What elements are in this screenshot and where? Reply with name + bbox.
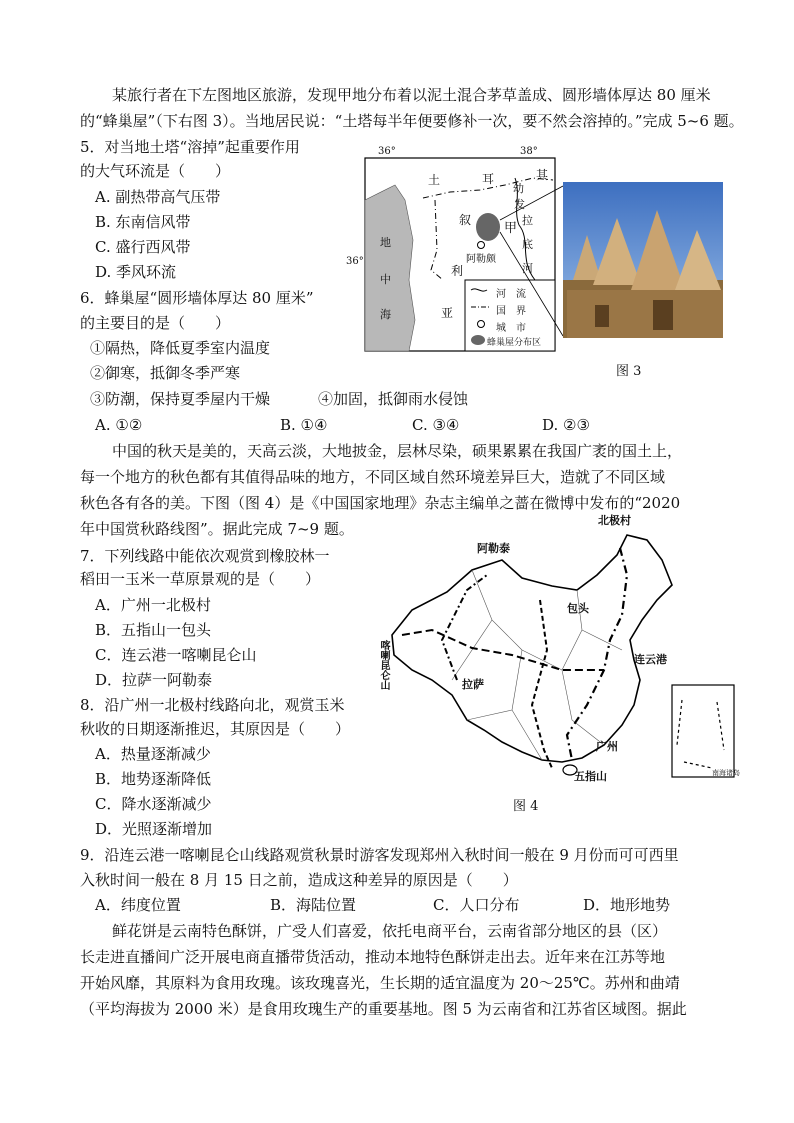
map-label-jia: 甲 [504,221,518,236]
latitude-label-36: 36° [346,256,364,267]
q6-choice-1: ①隔热，降低夏季室内温度 [90,339,271,357]
q7-option-c: C．连云港一喀喇昆仑山 [95,646,257,664]
q7-option-b: B．五指山一包头 [95,621,212,639]
map-label-ya: 亚 [441,306,454,320]
south-china-sea-inset [672,685,734,777]
map-label-sea-2: 中 [380,273,391,286]
figure-4-caption: 图 4 [513,799,539,814]
q9-stem: 9．沿连云港一喀喇昆仑山线路观赏秋景时游客发现郑州入秋时间一般在 9 月份而可可西里 [80,846,679,864]
map-label-baotou: 包头 [567,602,589,615]
para3-line-1: 鲜花饼是云南特色酥饼，广受人们喜爱，依托电商平台，云南省部分地区的县（区） [112,922,668,940]
map-label-aletai: 阿勒泰 [477,542,510,555]
q6-choice-4: ④加固，抵御雨水侵蚀 [318,390,469,408]
q7-option-a: A．广州一北极村 [95,596,211,614]
q9-option-c: C．人口分布 [433,896,520,914]
intro-line-2: 的“蜂巢屋”（下右图 3）。当地居民说：“土塔每半年便要修补一次，要不然会溶掉的。”完成 5~6 题。 [80,112,744,130]
q7-stem: 7．下列线路中能依次观赏到橡胶林一 [80,547,330,565]
map-label-you: 幼 [513,182,524,195]
para2-line-2: 每一个地方的秋色都有其值得品味的地方，不同区域自然环境差异巨大，造就了不同区域 [80,468,666,486]
para2-line-1: 中国的秋天是美的，天高云淡，大地披金，层林尽染，硕果累累在我国广袤的国土上， [112,442,683,460]
map-label-xu: 叙 [459,213,472,227]
figure-4-china-map [372,530,742,790]
map-label-beijicun: 北极村 [598,514,631,527]
q6-option-c: C. ③④ [412,416,460,434]
map-label-sea-3: 海 [380,308,391,321]
map-label-inset: 南海诸岛 [712,769,740,777]
q8-option-a: A．热量逐渐减少 [95,745,211,763]
beehive-house-photo [563,182,723,338]
map-label-lianyungang: 连云港 [634,653,667,666]
para3-line-4: （平均海拔为 2000 米）是食用玫瑰生产的重要基地。图 5 为云南省和江苏省区域图。据此 [80,1000,687,1018]
longitude-label-38: 38° [520,146,538,157]
figure-3-caption: 图 3 [616,364,642,379]
legend-border: 国 界 [496,306,526,317]
aleppo-city-symbol [478,242,485,249]
q9-stem: 入秋时间一般在 8 月 15 日之前，造成这种差异的原因是（ ） [80,871,518,889]
map-label-li: 利 [451,264,464,278]
map-label-fa: 发 [514,198,525,211]
q8-stem: 秋收的日期逐渐推迟，其原因是（ ） [80,720,351,738]
map-label-di: 底 [522,238,533,251]
legend-river: 河 流 [496,289,526,300]
q5-option-b: B. 东南信风带 [95,213,191,231]
q8-option-c: C．降水逐渐减少 [95,795,212,813]
para2-line-3: 秋色各有各的美。下图（图 4）是《中国国家地理》杂志主编单之蔷在微博中发布的“2020 [80,494,681,512]
beehive-house-area [476,213,500,241]
map-label-lasa: 拉萨 [462,678,484,691]
para2-line-4: 年中国赏秋路线图”。据此完成 7~9 题。 [80,520,354,538]
intro-line-1: 某旅行者在下左图地区旅游，发现甲地分布着以泥土混合茅草盖成、圆形墙体厚达 80 厘米 [112,86,711,104]
q9-option-b: B．海陆位置 [270,896,357,914]
map-label-la: 拉 [522,214,533,227]
q8-option-b: B．地势逐渐降低 [95,770,212,788]
map-label-er: 耳 [482,172,495,186]
q7-option-d: D．拉萨一阿勒泰 [95,671,213,689]
map-label-aleppo: 阿勒颇 [466,254,496,265]
map-label-karakoram: 喀喇昆仑山 [378,640,389,690]
legend-city: 城 市 [496,323,526,334]
q5-stem: 5．对当地土塔“溶掉”起重要作用 [80,138,300,156]
legend-beehive-area: 蜂巢屋分布区 [487,338,542,348]
para3-line-2: 长走进直播间广泛开展电商直播带货活动，推动本地特色酥饼走出去。近年来在江苏等地 [80,948,666,966]
q5-option-a: A. 副热带高气压带 [95,188,221,206]
q8-stem: 8．沿广州一北极村线路向北，观赏玉米 [80,696,345,714]
q9-option-d: D．地形地势 [583,896,671,914]
q6-choice-2: ②御寒，抵御冬季严寒 [90,364,241,382]
map-label-guangzhou: 广州 [596,740,618,753]
china-outline [392,535,672,762]
q6-stem: 的主要目的是（ ） [80,314,231,332]
map-label-wuzhishan: 五指山 [574,770,607,783]
map-label-sea-1: 地 [380,236,391,249]
q7-stem: 稻田一玉米一草原景观的是（ ） [80,570,321,588]
map-label-qi: 其 [536,168,549,182]
q6-option-b: B. ①④ [280,416,328,434]
q6-option-d: D. ②③ [542,416,590,434]
para3-line-3: 开始风靡，其原料为食用玫瑰。该玫瑰喜光，生长期的适宜温度为 20～25℃。苏州和曲靖 [80,974,680,992]
map-label-he: 河 [522,262,533,275]
map-label-tu: 土 [428,173,441,187]
q9-option-a: A．纬度位置 [95,896,181,914]
q8-option-d: D．光照逐渐增加 [95,820,213,838]
q5-option-d: D. 季风环流 [95,263,177,281]
q5-stem: 的大气环流是（ ） [80,162,231,180]
longitude-label-36: 36° [378,146,396,157]
q6-stem: 6．蜂巢屋“圆形墙体厚达 80 厘米” [80,289,314,307]
q6-choice-3: ③防潮，保持夏季屋内干燥 [90,390,271,408]
q6-option-a: A. ①② [95,416,143,434]
q5-option-c: C. 盛行西风带 [95,238,191,256]
